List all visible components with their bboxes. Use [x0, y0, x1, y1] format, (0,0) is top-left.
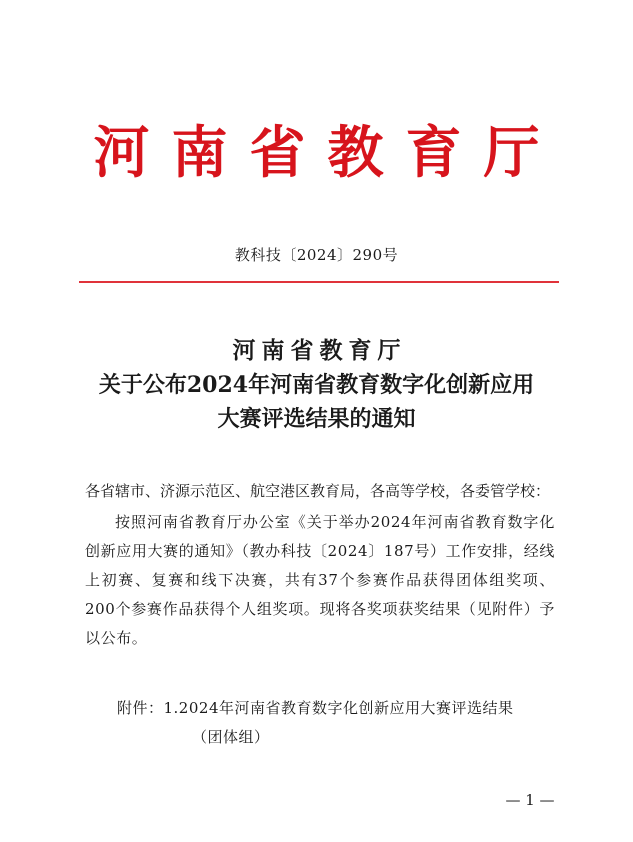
- title-line-issuer: 河南省教育厅: [232, 337, 407, 364]
- masthead-title: 河南省教育厅: [93, 120, 562, 186]
- title-line-subject-cont: 大赛评选结果的通知: [217, 406, 416, 432]
- salutation: 各省辖市、济源示范区、航空港区教育局，各高等学校，各委管学校：: [85, 482, 551, 500]
- notice-title: [0, 334, 633, 436]
- attachment-list: [117, 694, 567, 752]
- attachment-item-1-cont: （团体组）: [192, 728, 270, 746]
- page-number: — 1 —: [505, 791, 555, 809]
- red-divider-line: [79, 281, 559, 283]
- attachment-item-1: 附件：1.2024年河南省教育数字化创新应用大赛评选结果: [117, 699, 514, 717]
- body-paragraph: 按照河南省教育厅办公室《关于举办2024年河南省教育数字化创新应用大赛的通知》（教办科技〔2024〕187号）工作安排，经线上初赛、复赛和线下决赛，共有37个参赛作品获得团体组奖项、200个参赛作品获得个人组奖项。现将各奖项获奖结果（见附件）予以公布。: [85, 513, 555, 647]
- document-number: 教科技〔2024〕290号: [234, 246, 399, 264]
- title-line-subject: 关于公布2024年河南省教育数字化创新应用: [98, 372, 535, 398]
